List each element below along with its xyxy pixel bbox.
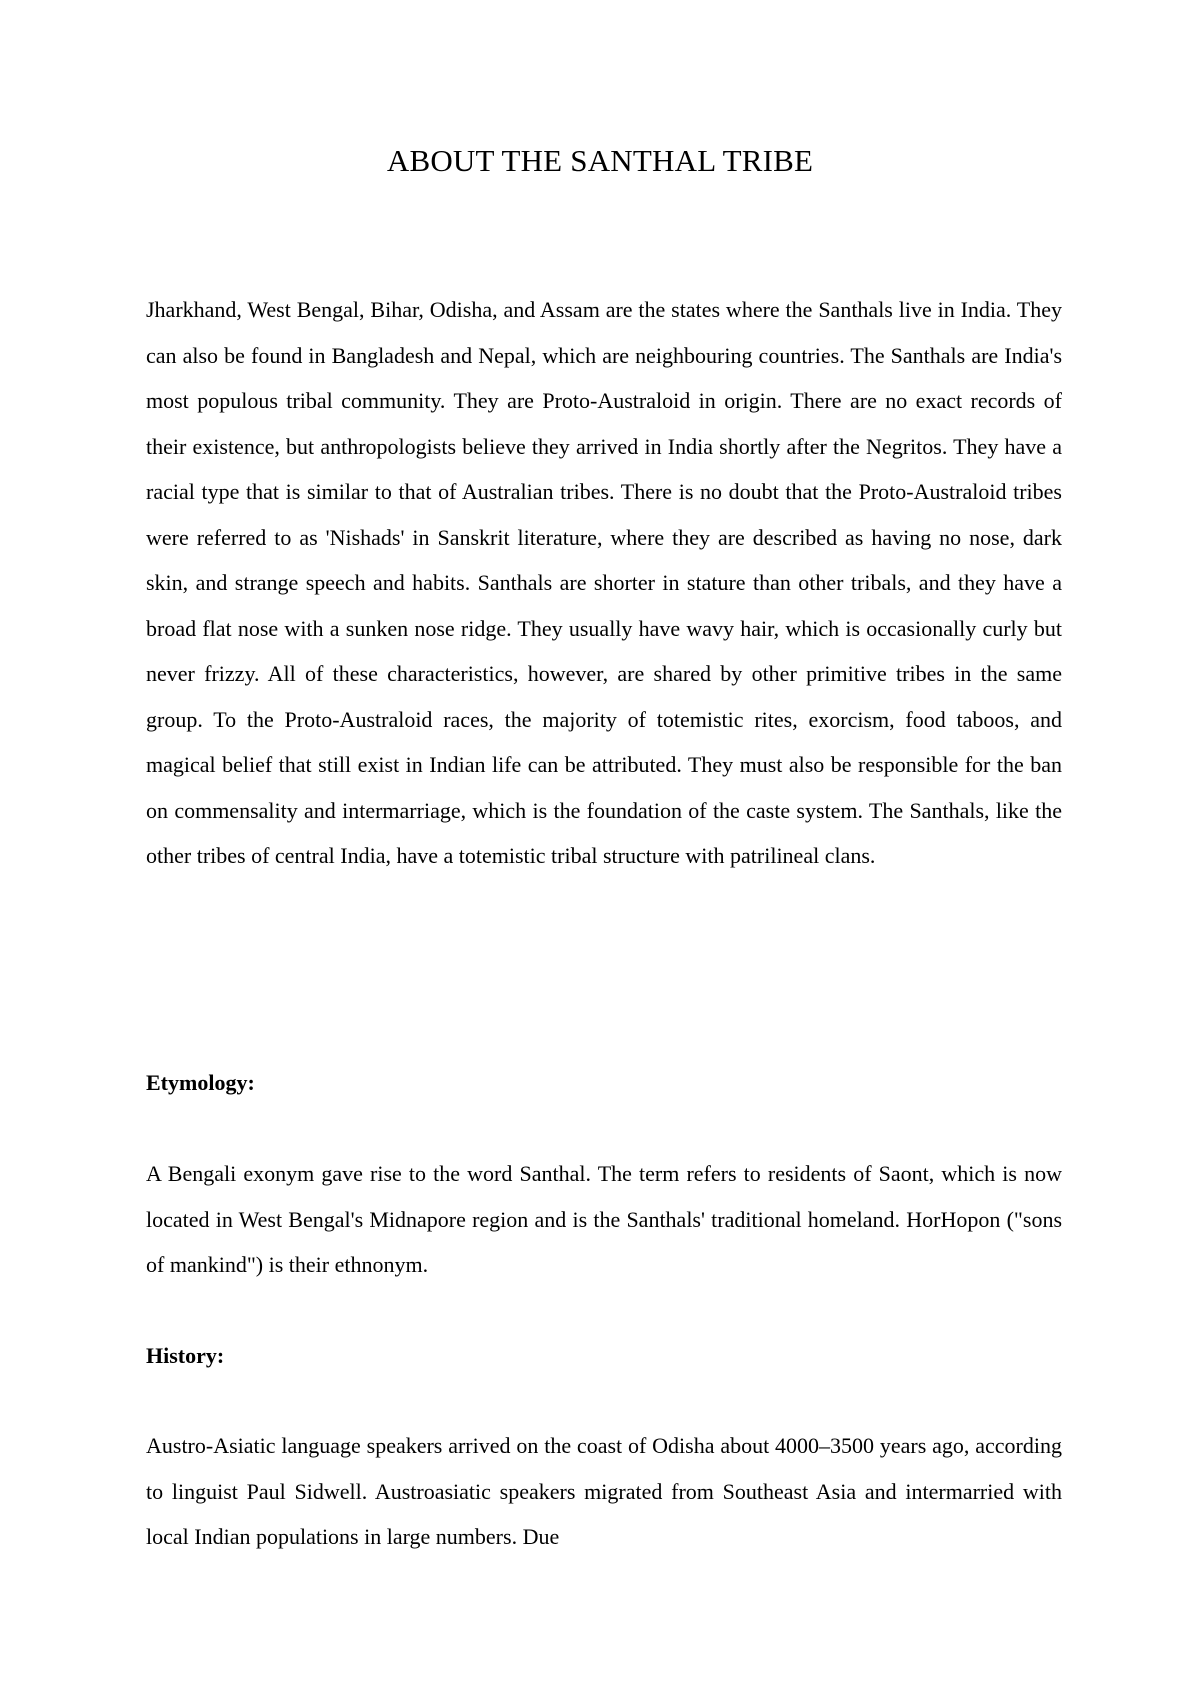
page-title: ABOUT THE SANTHAL TRIBE	[386, 143, 814, 178]
history-heading: History:	[146, 1343, 225, 1368]
etymology-heading: Etymology:	[146, 1070, 255, 1095]
etymology-paragraph: A Bengali exonym gave rise to the word Santhal. The term refers to residents of Saont, which is now located in West Bengal's Midnapore region and is the Santhals' traditional homeland. HorHopon ("sons of mankind") is their ethnonym.	[146, 1161, 1062, 1277]
history-paragraph: Austro-Asiatic language speakers arrived on the coast of Odisha about 4000–3500 years ago, according to linguist Paul Sidwell. Austroasiatic speakers migrated from Southeast Asia and intermarried with local Indian populations in large numbers. Due	[146, 1433, 1062, 1549]
intro-paragraph: Jharkhand, West Bengal, Bihar, Odisha, and Assam are the states where the Santhals live in India. They can also be found in Bangladesh and Nepal, which are neighbouring countries. The Santhals are India's most populous tribal community. They are Proto-Australoid in origin. There are no exact records of their existence, but anthropologists believe they arrived in India shortly after the Negritos. They have a racial type that is similar to that of Australian tribes. There is no doubt that the Proto-Australoid tribes were referred to as 'Nishads' in Sanskrit literature, where they are described as having no nose, dark skin, and strange speech and habits. Santhals are shorter in stature than other tribals, and they have a broad flat nose with a sunken nose ridge. They usually have wavy hair, which is occasionally curly but never frizzy. All of these characteristics, however, are shared by other primitive tribes in the same group. To the Proto-Australoid races, the majority of totemistic rites, exorcism, food taboos, and magical belief that still exist in Indian life can be attributed. They must also be responsible for the ban on commensality and intermarriage, which is the foundation of the caste system. The Santhals, like the other tribes of central India, have a totemistic tribal structure with patrilineal clans.	[146, 297, 1062, 868]
